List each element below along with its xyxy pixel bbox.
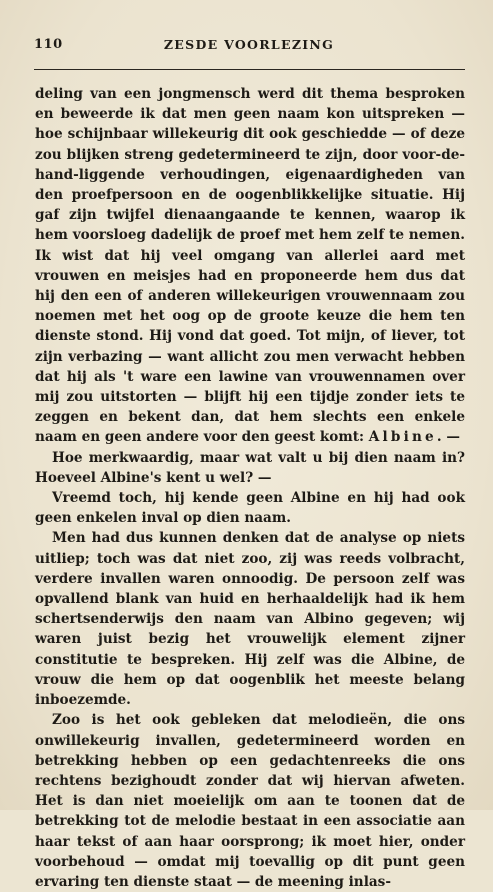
body-text	[35, 84, 465, 892]
page-header	[34, 37, 464, 57]
paragraph-text: deling van een jongmensch werd dit thema besproken en beweerde ik dat men geen naam kon uitspreken — hoe schijnbaar willekeurig dit ook geschiedde — of deze zou blijken streng gedetermineerd te zijn, door voor-de-hand-liggende verhoudingen, eigenaardigheden van den proefpersoon en de oogenblikkelijke situatie. Hij gaf zijn twijfel dienaangaande te kennen, waarop ik hem voorsloeg dadelijk de proef met hem zelf te nemen. Ik wist dat hij veel omgang van allerlei aard met vrouwen en meisjes had en proponeerde hem dus dat hij den een of anderen willekeurigen vrouwennaam zou noemen met het oog op de groote keuze die hem ten dienste stond. Hij vond dat goed. Tot mijn, of liever, tot zijn verbazing — want allicht zou men verwacht hebben dat hij als 't ware een lawine van vrouwennamen over mij zou uitstorten — blijft hij een tijdje zonder iets te zeggen en bekent dan, dat hem slechts een enkele naam en geen andere voor den geest komt:	[35, 86, 465, 446]
running-head: ZESDE VOORLEZING	[163, 37, 335, 52]
emphasized-name: Albine	[368, 429, 437, 446]
header-rule	[34, 69, 465, 70]
paragraph	[35, 84, 465, 448]
paragraph: Vreemd toch, hij kende geen Albine en hij had ook geen enkelen inval op dien naam.	[35, 490, 465, 527]
paragraph-text: . —	[436, 429, 460, 446]
paragraph: Hoe merkwaardig, maar wat valt u bij dien naam in? Hoeveel Albine's kent u wel? —	[35, 449, 465, 486]
paragraph: Zoo is het ook gebleken dat melodieën, die ons onwillekeurig invallen, gedetermineerd worden en betrekking hebben op een gedachtenreeks die ons rechtens bezighoudt zonder dat wij hiervan afweten. Het is dan niet moeielijk om aan te toonen dat de betrekking tot de melodie bestaat in een associatie aan haar tekst of aan haar oorsprong; ik moet hier, onder voorbehoud — omdat mij toevallig op dit punt geen ervaring ten dienste staat — de meening inlas-	[35, 712, 465, 890]
page-number: 110	[34, 37, 63, 52]
paragraph: Men had dus kunnen denken dat de analyse op niets uitliep; toch was dat niet zoo, zij was reeds volbracht, verdere invallen waren onnoodig. De persoon zelf was opvallend blank van huid en herhaaldelijk had ik hem schertsenderwijs den naam van Albino gegeven; wij waren juist bezig het vrouwelijk element zijner constitutie te bespreken. Hij zelf was die Albine, de vrouw die hem op dat oogenblik het meeste belang inboezemde.	[35, 530, 465, 709]
